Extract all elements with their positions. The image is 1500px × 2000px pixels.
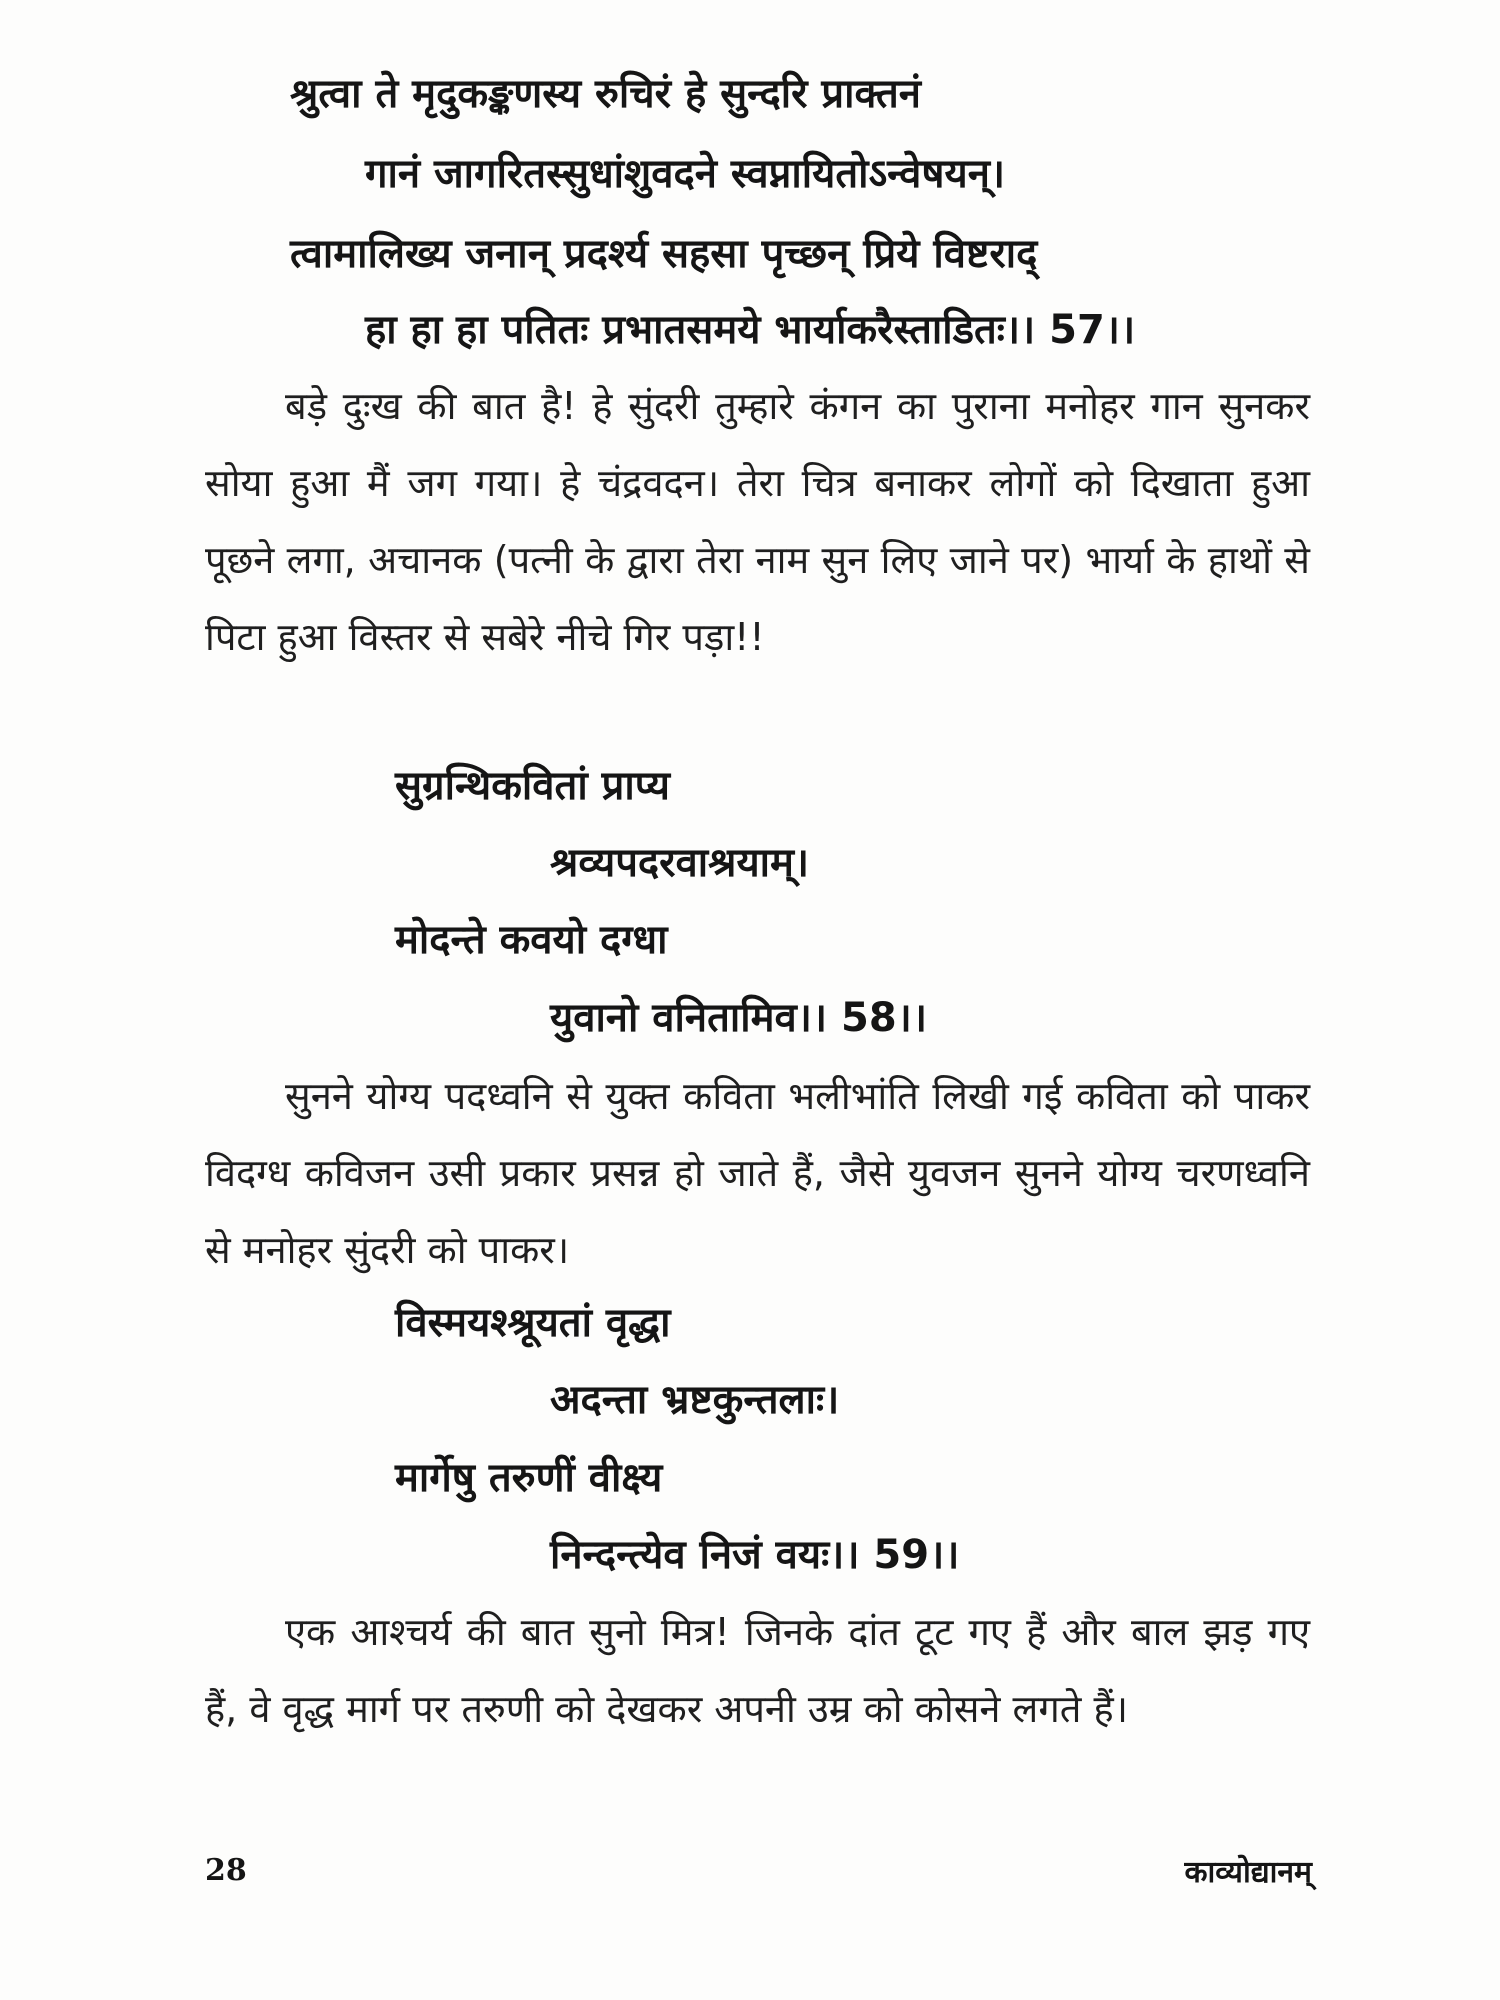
- translation-59: [205, 1594, 1310, 1748]
- translation-57-text: बड़े दुःख की बात है! हे सुंदरी तुम्हारे कंगन का पुराना मनोहर गान सुनकर सोया हुआ मैं जग गया। हे चंद्रवदन। तेरा चित्र बनाकर लोगों को दिखाता हुआ पूछने लगा, अचानक (पत्नी के द्वारा तेरा नाम सुन लिए जाने पर) भार्या के हाथों से पिटा हुआ विस्तर से सबेरे नीचे गिर पड़ा!!: [205, 384, 1310, 659]
- book-title: काव्योद्यानम्: [1184, 1855, 1312, 1890]
- translation-57: [205, 368, 1310, 676]
- verse-58-line-4: युवानो वनितामिव।। 58।।: [550, 995, 927, 1041]
- verse-59-line-3: मार्गेषु तरुणीं वीक्ष्य: [395, 1455, 663, 1501]
- verse-59-line-1: विस्मयश्श्रूयतां वृद्धा: [395, 1300, 671, 1346]
- verse-58-line-1: सुग्रन्थिकवितां प्राप्य: [395, 763, 670, 809]
- verse-59-line-2: अदन्ता भ्रष्टकुन्तलाः।: [550, 1377, 840, 1423]
- verse-59-line-4: निन्दन्त्येव निजं वयः।। 59।।: [550, 1532, 960, 1578]
- translation-58-text: सुनने योग्य पदध्वनि से युक्त कविता भलीभांति लिखी गई कविता को पाकर विदग्ध कविजन उसी प्रकार प्रसन्न हो जाते हैं, जैसे युवजन सुनने योग्य चरणध्वनि से मनोहर सुंदरी को पाकर।: [205, 1074, 1310, 1272]
- verse-57-line-1: श्रुत्वा ते मृदुकङ्कणस्य रुचिरं हे सुन्दरि प्राक्तनं: [290, 71, 921, 117]
- verse-57-line-2: गानं जागरितस्सुधांशुवदने स्वप्नायितोऽन्वेषयन्।: [365, 151, 1006, 197]
- translation-58: [205, 1058, 1310, 1289]
- verse-57-line-4: हा हा हा पतितः प्रभातसमये भार्याकरैस्ताडितः।। 57।।: [365, 307, 1136, 353]
- verse-58-line-3: मोदन्ते कवयो दग्धा: [395, 917, 668, 963]
- verse-58-line-2: श्रव्यपदरवाश्रयाम्।: [550, 840, 810, 886]
- translation-59-text: एक आश्चर्य की बात सुनो मित्र! जिनके दांत टूट गए हैं और बाल झड़ गए हैं, वे वृद्ध मार्ग पर तरुणी को देखकर अपनी उम्र को कोसने लगते हैं।: [205, 1610, 1310, 1731]
- verse-57-line-3: त्वामालिख्य जनान् प्रदर्श्य सहसा पृच्छन् प्रिये विष्टराद्: [290, 231, 1038, 277]
- page-number: 28: [205, 1853, 247, 1888]
